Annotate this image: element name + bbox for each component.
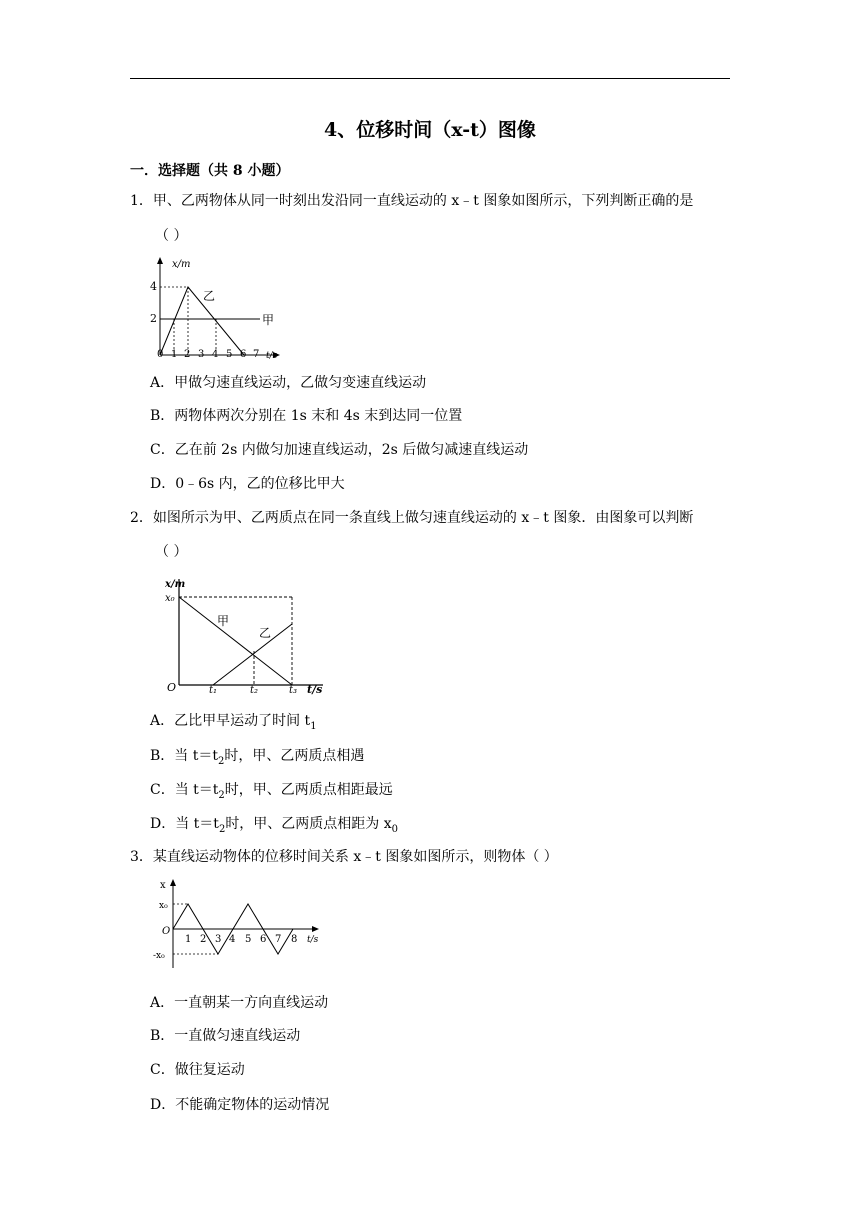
q1-option-a[interactable]: A．甲做匀速直线运动，乙做匀变速直线运动 (150, 375, 427, 391)
q3-y-arrow (170, 879, 176, 886)
q1-x-tick: 7 (253, 349, 260, 360)
q2-label-yi: 乙 (259, 626, 272, 640)
q3-neg-x0-label: -x₀ (153, 951, 165, 961)
q2-option-d[interactable] (150, 813, 398, 835)
q2-option-a-sub: 1 (310, 720, 317, 732)
q1-x-tick: 4 (212, 349, 219, 360)
q2-x0-label: x₀ (165, 593, 175, 604)
q1-option-b[interactable]: B．两物体两次分别在 1s 末和 4s 末到达同一位置 (150, 408, 463, 424)
q1-line-yi (160, 287, 244, 355)
q1-x-tick: 5 (226, 349, 233, 360)
q2-line-jia (179, 597, 292, 685)
q2-option-c-sub: 2 (218, 789, 225, 801)
q1-x-tick: 0 (157, 349, 164, 360)
q3-x0-label: x₀ (159, 901, 168, 911)
q1-x-tick: 3 (198, 349, 205, 360)
q3-x-label: t/s (307, 935, 319, 945)
q1-figure (148, 255, 288, 363)
q3-x-tick: 3 (215, 934, 222, 945)
q3-figure (150, 876, 330, 976)
q2-option-d-tail: 时，甲、乙两质点相距为 x (225, 816, 392, 832)
q3-option-c[interactable]: C．做往复运动 (150, 1062, 245, 1078)
q3-option-d[interactable]: D．不能确定物体的运动情况 (150, 1097, 330, 1113)
q2-option-b-sub: 2 (218, 755, 225, 767)
q3-option-a[interactable]: A．一直朝某一方向直线运动 (150, 995, 329, 1011)
header-rule (130, 78, 730, 79)
q1-stem: 1．甲、乙两物体从同一时刻出发沿同一直线运动的 x﹣t 图象如图所示，下列判断正确的是 (130, 193, 694, 209)
q2-option-c[interactable] (150, 779, 393, 801)
q3-x-arrow (312, 926, 319, 932)
q1-label-jia: 甲 (262, 313, 275, 327)
q1-x-tick: 1 (171, 349, 178, 360)
q2-option-d-sub: 2 (218, 823, 226, 835)
q3-option-b[interactable]: B．一直做匀速直线运动 (150, 1028, 301, 1044)
q3-x-tick: 7 (275, 934, 282, 945)
q3-stem: 3．某直线运动物体的位移时间关系 x﹣t 图象如图所示，则物体（ ） (130, 849, 558, 865)
q3-x-tick: 4 (229, 934, 236, 945)
q2-option-d-sub2: 0 (391, 823, 399, 835)
q2-t1: t₁ (209, 685, 218, 696)
q2-label-jia: 甲 (217, 614, 230, 628)
q2-option-a[interactable] (150, 710, 317, 732)
q2-y-label-visible: x/m (165, 579, 186, 590)
q2-figure (165, 575, 335, 700)
q1-x-label: t/s (266, 351, 278, 361)
q3-y-label: x (160, 880, 166, 891)
q2-stem: 2．如图所示为甲、乙两质点在同一条直线上做匀速直线运动的 x﹣t 图象．由图象可以判断 (130, 510, 694, 526)
q1-y-tick-2: 2 (150, 312, 157, 325)
q2-option-b-text: B．当 t＝t (150, 748, 218, 764)
q3-x-tick: 2 (200, 934, 207, 945)
q1-option-c[interactable]: C．乙在前 2s 内做匀加速直线运动，2s 后做匀减速直线运动 (150, 442, 529, 458)
q2-option-c-text: C．当 t＝t (150, 782, 219, 798)
q3-origin: O (162, 926, 171, 937)
q1-x-tick: 6 (240, 349, 247, 360)
q1-x-tick: 2 (184, 349, 191, 360)
q2-origin: O (167, 681, 177, 694)
q1-option-d[interactable]: D．0﹣6s 内，乙的位移比甲大 (150, 476, 345, 492)
q3-x-tick: 6 (260, 934, 267, 945)
q2-t3: t₃ (289, 685, 298, 696)
q2-option-c-tail: 时，甲、乙两质点相距最远 (224, 782, 393, 798)
page-title: 4、位移时间（x-t）图像 (324, 119, 536, 141)
q1-answer-paren: （ ） (155, 228, 188, 244)
q1-label-yi: 乙 (203, 289, 216, 303)
q3-x-tick: 1 (185, 934, 192, 945)
q2-t2: t₂ (250, 685, 259, 696)
q2-option-b[interactable] (150, 745, 364, 767)
q2-answer-paren: （ ） (155, 544, 188, 560)
q2-option-b-tail: 时，甲、乙两质点相遇 (224, 748, 365, 764)
q1-y-label: x/m (172, 259, 191, 270)
section-heading: 一．选择题（共 8 小题） (130, 163, 290, 179)
q1-y-arrow (157, 257, 163, 264)
q3-x-tick: 8 (291, 934, 298, 945)
q1-y-tick-4: 4 (150, 280, 157, 293)
q2-option-d-text: D．当 t＝t (150, 816, 219, 832)
q3-x-tick: 5 (245, 934, 252, 945)
q2-x-label: t/s (307, 683, 323, 696)
q2-option-a-text: A．乙比甲早运动了时间 t (150, 713, 311, 729)
